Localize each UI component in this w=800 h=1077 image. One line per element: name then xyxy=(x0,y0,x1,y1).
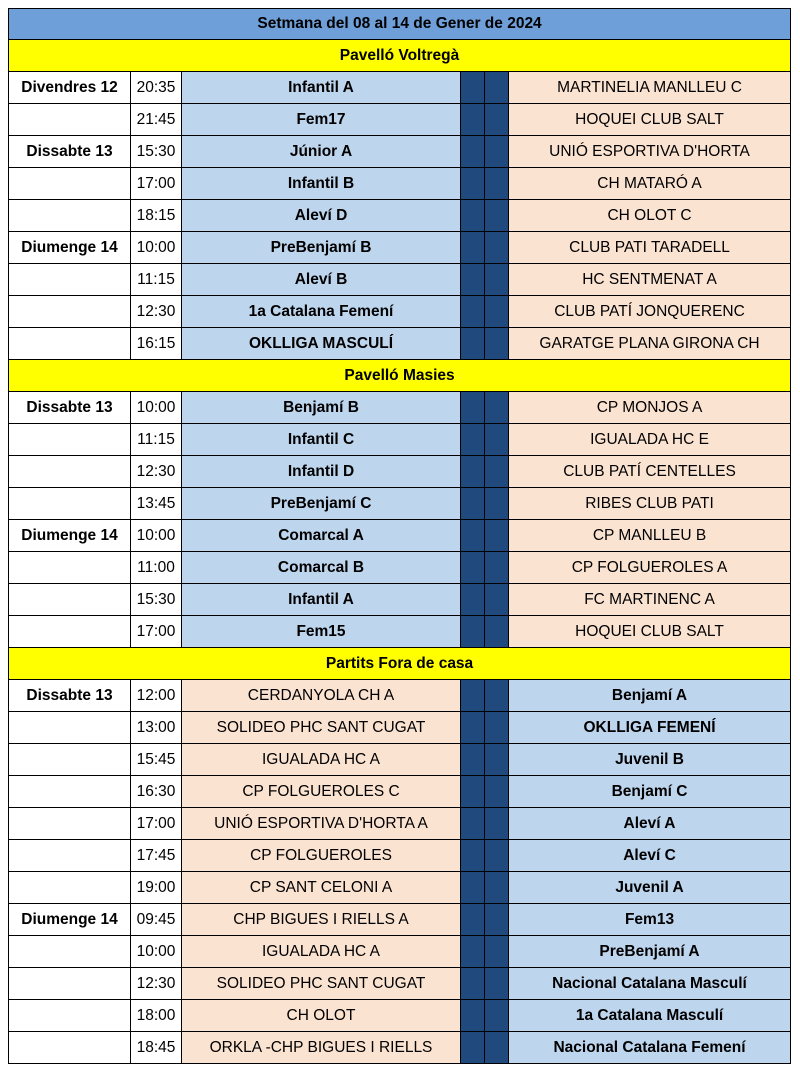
match-day xyxy=(9,584,131,616)
match-time: 13:45 xyxy=(131,488,182,520)
our-team: Benjamí C xyxy=(509,776,791,808)
away-score-cell xyxy=(485,680,509,712)
schedule-title: Setmana del 08 al 14 de Gener de 2024 xyxy=(9,9,791,40)
home-score-cell xyxy=(461,136,485,168)
match-row xyxy=(9,712,791,744)
match-day: Dissabte 13 xyxy=(9,680,131,712)
match-row xyxy=(9,328,791,360)
our-team: Infantil D xyxy=(182,456,461,488)
away-score-cell xyxy=(485,904,509,936)
our-team: PreBenjamí A xyxy=(509,936,791,968)
away-score-cell xyxy=(485,456,509,488)
match-day xyxy=(9,840,131,872)
match-row xyxy=(9,200,791,232)
visiting-club: HC SENTMENAT A xyxy=(509,264,791,296)
our-team: OKLLIGA MASCULÍ xyxy=(182,328,461,360)
away-score-cell xyxy=(485,552,509,584)
match-time: 15:45 xyxy=(131,744,182,776)
our-team: Aleví C xyxy=(509,840,791,872)
match-time: 19:00 xyxy=(131,872,182,904)
our-team: Infantil B xyxy=(182,168,461,200)
home-score-cell xyxy=(461,776,485,808)
away-score-cell xyxy=(485,488,509,520)
visiting-club: FC MARTINENC A xyxy=(509,584,791,616)
visiting-club: GARATGE PLANA GIRONA CH xyxy=(509,328,791,360)
our-team: Infantil A xyxy=(182,584,461,616)
home-club: SOLIDEO PHC SANT CUGAT xyxy=(182,712,461,744)
schedule-table xyxy=(8,8,791,1064)
home-score-cell xyxy=(461,552,485,584)
away-score-cell xyxy=(485,584,509,616)
match-row xyxy=(9,104,791,136)
home-club: CP FOLGUEROLES C xyxy=(182,776,461,808)
away-score-cell xyxy=(485,392,509,424)
away-score-cell xyxy=(485,616,509,648)
match-day: Diumenge 14 xyxy=(9,232,131,264)
away-score-cell xyxy=(485,840,509,872)
match-day xyxy=(9,872,131,904)
home-score-cell xyxy=(461,904,485,936)
our-team: Comarcal A xyxy=(182,520,461,552)
our-team: Juvenil A xyxy=(509,872,791,904)
match-day xyxy=(9,488,131,520)
home-score-cell xyxy=(461,840,485,872)
match-row xyxy=(9,904,791,936)
home-club: CP SANT CELONI A xyxy=(182,872,461,904)
our-team: Nacional Catalana Masculí xyxy=(509,968,791,1000)
home-score-cell xyxy=(461,712,485,744)
match-row xyxy=(9,872,791,904)
match-time: 10:00 xyxy=(131,520,182,552)
match-time: 12:30 xyxy=(131,296,182,328)
our-team: Fem13 xyxy=(509,904,791,936)
away-score-cell xyxy=(485,72,509,104)
match-day xyxy=(9,168,131,200)
section-header-row xyxy=(9,40,791,72)
our-team: Nacional Catalana Femení xyxy=(509,1032,791,1064)
our-team: Benjamí A xyxy=(509,680,791,712)
our-team: Fem17 xyxy=(182,104,461,136)
visiting-club: MARTINELIA MANLLEU C xyxy=(509,72,791,104)
match-row xyxy=(9,264,791,296)
away-score-cell xyxy=(485,872,509,904)
our-team: Comarcal B xyxy=(182,552,461,584)
home-score-cell xyxy=(461,200,485,232)
away-score-cell xyxy=(485,104,509,136)
away-score-cell xyxy=(485,712,509,744)
visiting-club: CLUB PATÍ JONQUERENC xyxy=(509,296,791,328)
schedule-sheet xyxy=(8,8,790,1064)
home-score-cell xyxy=(461,584,485,616)
home-score-cell xyxy=(461,328,485,360)
our-team: Benjamí B xyxy=(182,392,461,424)
match-time: 18:45 xyxy=(131,1032,182,1064)
visiting-club: RIBES CLUB PATI xyxy=(509,488,791,520)
home-club: CH OLOT xyxy=(182,1000,461,1032)
match-row xyxy=(9,520,791,552)
section-title: Pavelló Voltregà xyxy=(9,40,791,72)
match-time: 15:30 xyxy=(131,584,182,616)
our-team: 1a Catalana Femení xyxy=(182,296,461,328)
home-score-cell xyxy=(461,616,485,648)
away-score-cell xyxy=(485,264,509,296)
match-day: Diumenge 14 xyxy=(9,520,131,552)
match-day: Divendres 12 xyxy=(9,72,131,104)
match-day xyxy=(9,712,131,744)
match-day xyxy=(9,776,131,808)
match-day xyxy=(9,808,131,840)
match-day xyxy=(9,456,131,488)
visiting-club: HOQUEI CLUB SALT xyxy=(509,616,791,648)
visiting-club: IGUALADA HC E xyxy=(509,424,791,456)
match-time: 11:15 xyxy=(131,264,182,296)
home-club: CERDANYOLA CH A xyxy=(182,680,461,712)
match-day xyxy=(9,744,131,776)
match-day xyxy=(9,264,131,296)
match-row xyxy=(9,136,791,168)
match-day xyxy=(9,424,131,456)
home-score-cell xyxy=(461,936,485,968)
home-club: CP FOLGUEROLES xyxy=(182,840,461,872)
away-score-cell xyxy=(485,520,509,552)
home-score-cell xyxy=(461,520,485,552)
away-score-cell xyxy=(485,968,509,1000)
match-day xyxy=(9,328,131,360)
our-team: Infantil C xyxy=(182,424,461,456)
match-day xyxy=(9,200,131,232)
match-day: Dissabte 13 xyxy=(9,392,131,424)
match-row xyxy=(9,744,791,776)
match-time: 11:00 xyxy=(131,552,182,584)
match-day xyxy=(9,552,131,584)
match-day xyxy=(9,936,131,968)
title-row xyxy=(9,9,791,40)
away-score-cell xyxy=(485,136,509,168)
home-score-cell xyxy=(461,488,485,520)
match-time: 17:45 xyxy=(131,840,182,872)
match-row xyxy=(9,232,791,264)
away-score-cell xyxy=(485,200,509,232)
home-score-cell xyxy=(461,872,485,904)
section-header-row xyxy=(9,360,791,392)
home-score-cell xyxy=(461,1000,485,1032)
match-time: 18:15 xyxy=(131,200,182,232)
match-day xyxy=(9,968,131,1000)
match-day xyxy=(9,1000,131,1032)
match-day: Dissabte 13 xyxy=(9,136,131,168)
away-score-cell xyxy=(485,776,509,808)
our-team: 1a Catalana Masculí xyxy=(509,1000,791,1032)
match-time: 09:45 xyxy=(131,904,182,936)
match-row xyxy=(9,776,791,808)
match-time: 18:00 xyxy=(131,1000,182,1032)
match-row xyxy=(9,680,791,712)
home-club: IGUALADA HC A xyxy=(182,744,461,776)
match-time: 10:00 xyxy=(131,232,182,264)
match-day: Diumenge 14 xyxy=(9,904,131,936)
match-row xyxy=(9,1032,791,1064)
home-club: ORKLA -CHP BIGUES I RIELLS xyxy=(182,1032,461,1064)
match-time: 12:00 xyxy=(131,680,182,712)
our-team: Fem15 xyxy=(182,616,461,648)
match-time: 12:30 xyxy=(131,456,182,488)
home-club: UNIÓ ESPORTIVA D'HORTA A xyxy=(182,808,461,840)
home-score-cell xyxy=(461,104,485,136)
our-team: Aleví D xyxy=(182,200,461,232)
match-row xyxy=(9,296,791,328)
match-day xyxy=(9,104,131,136)
match-row xyxy=(9,840,791,872)
match-time: 11:15 xyxy=(131,424,182,456)
visiting-club: HOQUEI CLUB SALT xyxy=(509,104,791,136)
home-club: IGUALADA HC A xyxy=(182,936,461,968)
match-day xyxy=(9,296,131,328)
away-score-cell xyxy=(485,808,509,840)
away-score-cell xyxy=(485,232,509,264)
section-title: Partits Fora de casa xyxy=(9,648,791,680)
section-title: Pavelló Masies xyxy=(9,360,791,392)
home-score-cell xyxy=(461,264,485,296)
match-day xyxy=(9,1032,131,1064)
visiting-club: CH MATARÓ A xyxy=(509,168,791,200)
match-row xyxy=(9,72,791,104)
home-score-cell xyxy=(461,808,485,840)
away-score-cell xyxy=(485,936,509,968)
visiting-club: CLUB PATÍ CENTELLES xyxy=(509,456,791,488)
our-team: PreBenjamí C xyxy=(182,488,461,520)
home-score-cell xyxy=(461,744,485,776)
home-score-cell xyxy=(461,456,485,488)
match-time: 13:00 xyxy=(131,712,182,744)
our-team: Infantil A xyxy=(182,72,461,104)
visiting-club: CP MONJOS A xyxy=(509,392,791,424)
section-header-row xyxy=(9,648,791,680)
away-score-cell xyxy=(485,744,509,776)
match-day xyxy=(9,616,131,648)
away-score-cell xyxy=(485,1000,509,1032)
match-time: 21:45 xyxy=(131,104,182,136)
home-score-cell xyxy=(461,168,485,200)
match-row xyxy=(9,584,791,616)
match-row xyxy=(9,488,791,520)
home-score-cell xyxy=(461,968,485,1000)
match-row xyxy=(9,936,791,968)
match-row xyxy=(9,616,791,648)
away-score-cell xyxy=(485,1032,509,1064)
match-time: 20:35 xyxy=(131,72,182,104)
home-score-cell xyxy=(461,680,485,712)
match-row xyxy=(9,168,791,200)
our-team: OKLLIGA FEMENÍ xyxy=(509,712,791,744)
match-row xyxy=(9,424,791,456)
match-time: 17:00 xyxy=(131,168,182,200)
match-row xyxy=(9,808,791,840)
home-score-cell xyxy=(461,392,485,424)
visiting-club: CLUB PATI TARADELL xyxy=(509,232,791,264)
match-time: 17:00 xyxy=(131,808,182,840)
match-row xyxy=(9,968,791,1000)
home-score-cell xyxy=(461,424,485,456)
match-row xyxy=(9,1000,791,1032)
match-time: 12:30 xyxy=(131,968,182,1000)
our-team: Aleví A xyxy=(509,808,791,840)
visiting-club: UNIÓ ESPORTIVA D'HORTA xyxy=(509,136,791,168)
match-time: 10:00 xyxy=(131,936,182,968)
match-time: 17:00 xyxy=(131,616,182,648)
away-score-cell xyxy=(485,328,509,360)
visiting-club: CP MANLLEU B xyxy=(509,520,791,552)
match-time: 10:00 xyxy=(131,392,182,424)
away-score-cell xyxy=(485,168,509,200)
home-score-cell xyxy=(461,296,485,328)
our-team: PreBenjamí B xyxy=(182,232,461,264)
home-score-cell xyxy=(461,1032,485,1064)
match-time: 16:30 xyxy=(131,776,182,808)
home-club: CHP BIGUES I RIELLS A xyxy=(182,904,461,936)
our-team: Juvenil B xyxy=(509,744,791,776)
match-time: 16:15 xyxy=(131,328,182,360)
visiting-club: CP FOLGUEROLES A xyxy=(509,552,791,584)
visiting-club: CH OLOT C xyxy=(509,200,791,232)
away-score-cell xyxy=(485,424,509,456)
away-score-cell xyxy=(485,296,509,328)
home-club: SOLIDEO PHC SANT CUGAT xyxy=(182,968,461,1000)
match-row xyxy=(9,552,791,584)
home-score-cell xyxy=(461,232,485,264)
home-score-cell xyxy=(461,72,485,104)
our-team: Júnior A xyxy=(182,136,461,168)
match-row xyxy=(9,456,791,488)
match-row xyxy=(9,392,791,424)
match-time: 15:30 xyxy=(131,136,182,168)
our-team: Aleví B xyxy=(182,264,461,296)
